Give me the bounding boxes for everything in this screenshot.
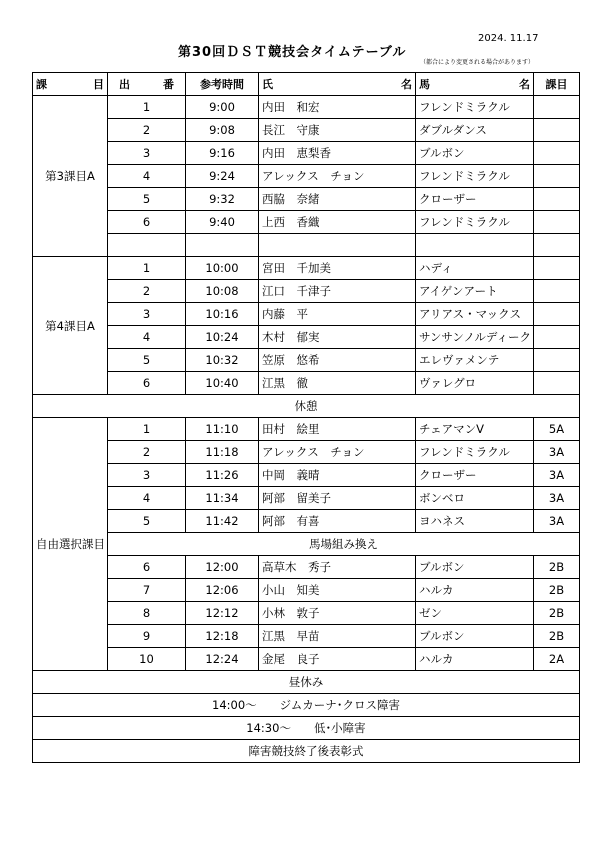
horse-name: ヴァレグロ <box>416 372 534 395</box>
subject-label: 自由選択課目 <box>33 418 108 671</box>
start-number: 5 <box>108 349 186 372</box>
course-code <box>534 96 580 119</box>
header-row <box>33 73 580 96</box>
header-time: 参考時間 <box>186 73 259 96</box>
arena-change-label: 馬場組み換え <box>108 533 580 556</box>
start-number: 6 <box>108 556 186 579</box>
break-label: 休憩 <box>33 395 580 418</box>
reference-time: 9:16 <box>186 142 259 165</box>
start-number: 4 <box>108 165 186 188</box>
table-row <box>33 211 580 234</box>
table-row <box>33 487 580 510</box>
table-row <box>33 372 580 395</box>
rider-name: 宮田 千加美 <box>259 257 416 280</box>
horse-name: フレンドミラクル <box>416 96 534 119</box>
horse-name: ゼン <box>416 602 534 625</box>
timetable <box>32 72 580 763</box>
rider-name: 江黒 早苗 <box>259 625 416 648</box>
event-label-row <box>33 694 580 717</box>
horse-name: ハディ <box>416 257 534 280</box>
course-code <box>534 326 580 349</box>
reference-time: 12:12 <box>186 602 259 625</box>
rider-name: 木村 郁実 <box>259 326 416 349</box>
header-number: 出 番 <box>108 73 186 96</box>
rider-name: 金尾 良子 <box>259 648 416 671</box>
reference-time: 9:00 <box>186 96 259 119</box>
course-code: 2B <box>534 556 580 579</box>
table-row <box>33 234 580 257</box>
header-horse: 馬 名 <box>416 73 534 96</box>
rider-name: 高草木 秀子 <box>259 556 416 579</box>
table-row <box>33 579 580 602</box>
course-code <box>534 119 580 142</box>
horse-name: ブルボン <box>416 556 534 579</box>
course-code <box>534 303 580 326</box>
reference-time: 10:40 <box>186 372 259 395</box>
table-row <box>33 326 580 349</box>
rider-name: 小林 敦子 <box>259 602 416 625</box>
start-number: 4 <box>108 487 186 510</box>
rider-name: 江口 千津子 <box>259 280 416 303</box>
horse-name: サンサンノルディーク <box>416 326 534 349</box>
rider-name: 内藤 平 <box>259 303 416 326</box>
reference-time: 10:08 <box>186 280 259 303</box>
rider-name: 江黒 徹 <box>259 372 416 395</box>
course-code: 3A <box>534 487 580 510</box>
table-row <box>33 464 580 487</box>
event-label: 14:30～ 低･小障害 <box>33 717 580 740</box>
horse-name: フレンドミラクル <box>416 441 534 464</box>
start-number: 5 <box>108 188 186 211</box>
start-number: 2 <box>108 280 186 303</box>
rider-name: 小山 知美 <box>259 579 416 602</box>
event-label-row <box>33 717 580 740</box>
table-row <box>33 280 580 303</box>
horse-name: ヨハネス <box>416 510 534 533</box>
course-code <box>534 211 580 234</box>
start-number: 8 <box>108 602 186 625</box>
reference-time: 9:32 <box>186 188 259 211</box>
header-rider: 氏 名 <box>259 73 416 96</box>
rider-name: 上西 香織 <box>259 211 416 234</box>
rider-name: 内田 恵梨香 <box>259 142 416 165</box>
horse-name <box>416 234 534 257</box>
course-code <box>534 165 580 188</box>
reference-time: 10:00 <box>186 257 259 280</box>
course-code: 2B <box>534 602 580 625</box>
start-number: 1 <box>108 418 186 441</box>
course-code: 3A <box>534 441 580 464</box>
table-row <box>33 142 580 165</box>
header-course: 課目 <box>534 73 580 96</box>
rider-name: 阿部 有喜 <box>259 510 416 533</box>
reference-time: 12:00 <box>186 556 259 579</box>
horse-name: アリアス・マックス <box>416 303 534 326</box>
rider-name: 西脇 奈緒 <box>259 188 416 211</box>
start-number: 7 <box>108 579 186 602</box>
event-label: 障害競技終了後表彰式 <box>33 740 580 763</box>
start-number: 1 <box>108 96 186 119</box>
rider-name: アレックス チョン <box>259 441 416 464</box>
start-number: 6 <box>108 211 186 234</box>
start-number: 10 <box>108 648 186 671</box>
course-code <box>534 234 580 257</box>
arena-change-row <box>33 533 580 556</box>
horse-name: ハルカ <box>416 579 534 602</box>
course-code <box>534 188 580 211</box>
reference-time: 11:10 <box>186 418 259 441</box>
rider-name: アレックス チョン <box>259 165 416 188</box>
course-code <box>534 372 580 395</box>
horse-name: クローザー <box>416 188 534 211</box>
event-label: 14:00～ ジムカーナ･クロス障害 <box>33 694 580 717</box>
rider-name: 田村 絵里 <box>259 418 416 441</box>
start-number: 3 <box>108 142 186 165</box>
reference-time: 12:24 <box>186 648 259 671</box>
reference-time: 10:24 <box>186 326 259 349</box>
table-row <box>33 625 580 648</box>
rider-name: 長江 守康 <box>259 119 416 142</box>
course-code: 5A <box>534 418 580 441</box>
reference-time: 11:42 <box>186 510 259 533</box>
reference-time: 9:40 <box>186 211 259 234</box>
horse-name: エレヴァメンテ <box>416 349 534 372</box>
table-row <box>33 188 580 211</box>
start-number <box>108 234 186 257</box>
course-code: 2A <box>534 648 580 671</box>
change-note: （都合により変更される場合があります） <box>420 59 535 66</box>
horse-name: クローザー <box>416 464 534 487</box>
horse-name: ブルボン <box>416 142 534 165</box>
start-number: 9 <box>108 625 186 648</box>
horse-name: ボンベロ <box>416 487 534 510</box>
course-code <box>534 349 580 372</box>
reference-time: 11:18 <box>186 441 259 464</box>
reference-time: 11:34 <box>186 487 259 510</box>
reference-time: 10:32 <box>186 349 259 372</box>
event-date: 2024. 11.17 <box>478 33 539 44</box>
horse-name: チェアマンV <box>416 418 534 441</box>
start-number: 5 <box>108 510 186 533</box>
reference-time: 11:26 <box>186 464 259 487</box>
reference-time <box>186 234 259 257</box>
start-number: 1 <box>108 257 186 280</box>
table-row <box>33 510 580 533</box>
start-number: 6 <box>108 372 186 395</box>
horse-name: フレンドミラクル <box>416 211 534 234</box>
reference-time: 9:24 <box>186 165 259 188</box>
reference-time: 12:18 <box>186 625 259 648</box>
event-label-row <box>33 740 580 763</box>
table-row <box>33 602 580 625</box>
table-row <box>33 96 580 119</box>
table-row <box>33 303 580 326</box>
course-code: 3A <box>534 464 580 487</box>
course-code <box>534 142 580 165</box>
lunch-label: 昼休み <box>33 671 580 694</box>
course-code: 2B <box>534 579 580 602</box>
table-row <box>33 648 580 671</box>
start-number: 3 <box>108 303 186 326</box>
rider-name: 中岡 義晴 <box>259 464 416 487</box>
rider-name: 笠原 悠希 <box>259 349 416 372</box>
table-row <box>33 119 580 142</box>
table-row <box>33 441 580 464</box>
rider-name: 内田 和宏 <box>259 96 416 119</box>
lunch-label-row <box>33 671 580 694</box>
table-row <box>33 349 580 372</box>
horse-name: ダブルダンス <box>416 119 534 142</box>
course-code: 2B <box>534 625 580 648</box>
rider-name: 阿部 留美子 <box>259 487 416 510</box>
course-code <box>534 257 580 280</box>
page-title: 第30回ＤＳＴ競技会タイムテーブル <box>178 45 407 60</box>
subject-label: 第3課目A <box>33 96 108 257</box>
rider-name <box>259 234 416 257</box>
horse-name: アイゲンアート <box>416 280 534 303</box>
reference-time: 12:06 <box>186 579 259 602</box>
reference-time: 9:08 <box>186 119 259 142</box>
subject-label: 第4課目A <box>33 257 108 395</box>
table-row <box>33 556 580 579</box>
horse-name: フレンドミラクル <box>416 165 534 188</box>
table-row <box>33 418 580 441</box>
start-number: 2 <box>108 441 186 464</box>
table-row <box>33 257 580 280</box>
horse-name: ハルカ <box>416 648 534 671</box>
horse-name: ブルボン <box>416 625 534 648</box>
start-number: 4 <box>108 326 186 349</box>
start-number: 3 <box>108 464 186 487</box>
start-number: 2 <box>108 119 186 142</box>
course-code: 3A <box>534 510 580 533</box>
table-row <box>33 165 580 188</box>
break-label-row <box>33 395 580 418</box>
course-code <box>534 280 580 303</box>
header-subject: 課 目 <box>33 73 108 96</box>
reference-time: 10:16 <box>186 303 259 326</box>
